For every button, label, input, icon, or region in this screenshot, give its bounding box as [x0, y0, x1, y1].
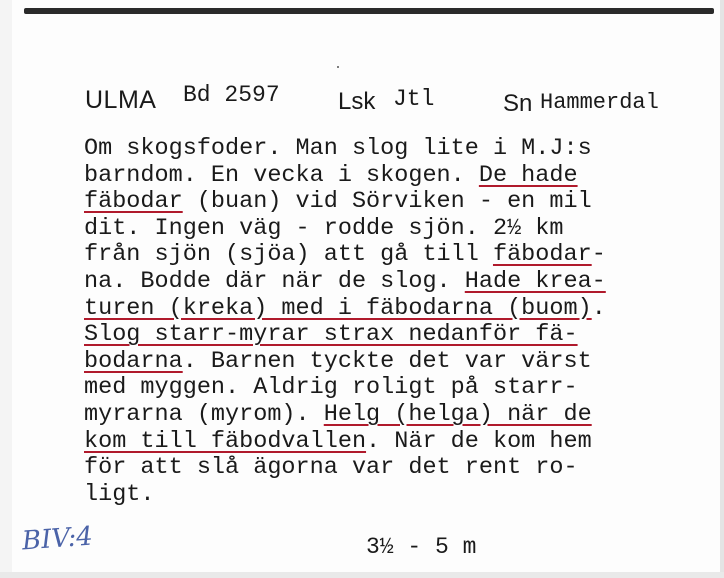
- body-line: med myggen. Aldrig roligt på starr-: [84, 374, 578, 402]
- top-rule: [24, 8, 714, 14]
- distance-note: 3½ - 5 m: [366, 534, 477, 560]
- underlined-phrase: Slog starr-myrar strax nedanför fä-: [84, 321, 578, 349]
- underlined-phrase: kom till fäbodvallen: [84, 427, 367, 455]
- underlined-phrase: De hade: [478, 161, 578, 189]
- handwritten-reference: BIV:4: [21, 521, 94, 557]
- underlined-phrase: fäbodar: [492, 241, 592, 269]
- archive-code: ULMA: [85, 86, 157, 114]
- underlined-phrase: turen (kreka) med i fäbodarna (buom): [84, 294, 592, 322]
- card-header: [0, 84, 724, 124]
- body-line: turen (kreka) med i fäbodarna (buom).: [84, 294, 606, 322]
- body-line: ligt.: [84, 480, 155, 508]
- socken-value: Hammerdal: [540, 90, 659, 115]
- body-line: för att slå ägorna var det rent ro-: [84, 454, 578, 482]
- body-line: Om skogsfoder. Man slog lite i M.J:s: [84, 135, 592, 162]
- landskap-label: Lsk: [338, 88, 376, 115]
- card-bottom-edge: [0, 572, 724, 578]
- body-line: fäbodar (buan) vid Sörviken - en mil: [84, 188, 592, 216]
- socken-label: Sn: [503, 90, 533, 117]
- card-body-text: [84, 136, 704, 508]
- body-line: bodarna. Barnen tyckte det var värst: [84, 347, 592, 375]
- underlined-phrase: Helg (helga) när de: [323, 400, 592, 428]
- record-number: Bd 2597: [183, 82, 280, 108]
- underlined-phrase: bodarna: [84, 347, 183, 375]
- landskap-value: Jtl: [393, 86, 435, 112]
- body-line: myrarna (myrom). Helg (helga) när de: [84, 400, 592, 428]
- underlined-phrase: fäbodar: [84, 188, 183, 216]
- body-line: från sjön (sjöa) att gå till fäbodar-: [84, 241, 606, 269]
- body-line: barndom. En vecka i skogen. De hade: [84, 161, 578, 189]
- body-line: dit. Ingen väg - rodde sjön. 2½ km: [84, 214, 564, 242]
- body-line: kom till fäbodvallen. När de kom hem: [84, 427, 592, 455]
- body-line: [84, 322, 704, 349]
- speck: [337, 66, 339, 68]
- body-line: na. Bodde där när de slog. Hade krea-: [84, 267, 606, 295]
- underlined-phrase: Hade krea-: [464, 267, 606, 295]
